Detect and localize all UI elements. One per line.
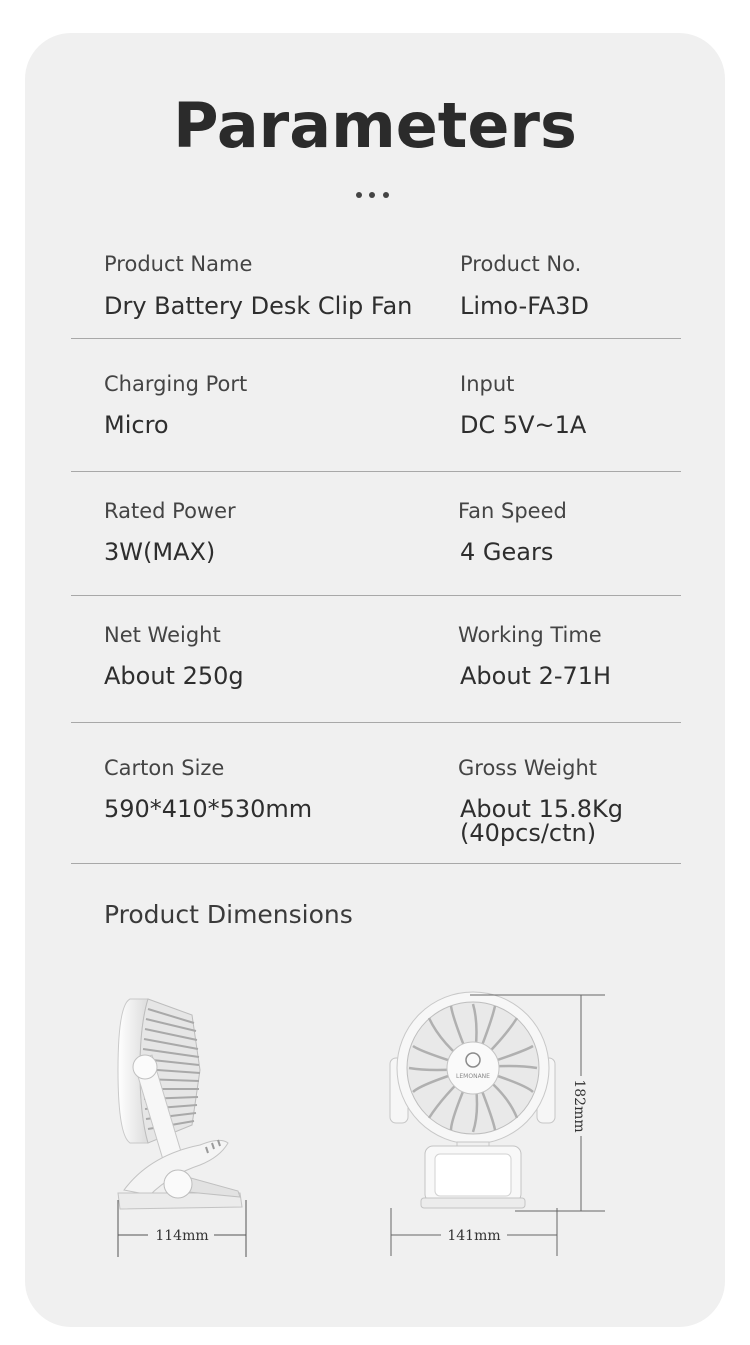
dot <box>383 192 389 198</box>
product-no-value: Limo-FA3D <box>460 292 589 320</box>
side-view-diagram <box>90 985 270 1270</box>
front-view-diagram <box>385 988 615 1263</box>
carton-size-value: 590*410*530mm <box>104 795 313 823</box>
net-weight-label: Net Weight <box>104 623 221 647</box>
row-divider <box>71 722 681 723</box>
net-weight-value: About 250g <box>104 662 244 690</box>
front-fan-head <box>390 992 555 1144</box>
fan-speed-value: 4 Gears <box>460 538 554 566</box>
fan-speed-label: Fan Speed <box>458 499 567 523</box>
product-name-label: Product Name <box>104 252 253 276</box>
product-name-value: Dry Battery Desk Clip Fan <box>104 292 413 320</box>
gross-weight-label: Gross Weight <box>458 756 598 780</box>
working-time-label: Working Time <box>458 623 602 647</box>
charging-port-label: Charging Port <box>104 372 248 396</box>
front-clip <box>421 1142 525 1208</box>
dot <box>356 192 362 198</box>
side-width-label: 114mm <box>155 1228 209 1244</box>
charging-port-value: Micro <box>104 411 169 439</box>
rated-power-label: Rated Power <box>104 499 236 523</box>
product-dimensions-title: Product Dimensions <box>104 900 353 929</box>
working-time-value: About 2-71H <box>460 662 612 690</box>
gross-weight-value: About 15.8Kg (40pcs/ctn) <box>460 795 623 847</box>
input-label: Input <box>460 372 515 396</box>
side-knob <box>133 1055 157 1079</box>
dots-ornament <box>356 192 396 200</box>
page-title: Parameters <box>173 89 577 162</box>
front-width-label: 141mm <box>447 1228 501 1244</box>
brand-text: LEMONANE <box>456 1073 490 1080</box>
carton-size-label: Carton Size <box>104 756 225 780</box>
dot <box>369 192 375 198</box>
row-divider <box>71 595 681 596</box>
row-divider <box>71 471 681 472</box>
height-label: 182mm <box>571 1079 587 1133</box>
rated-power-value: 3W(MAX) <box>104 538 216 566</box>
row-divider <box>71 338 681 339</box>
product-no-label: Product No. <box>460 252 582 276</box>
side-clip <box>118 1140 242 1209</box>
input-value: DC 5V~1A <box>460 411 587 439</box>
row-divider <box>71 863 681 864</box>
